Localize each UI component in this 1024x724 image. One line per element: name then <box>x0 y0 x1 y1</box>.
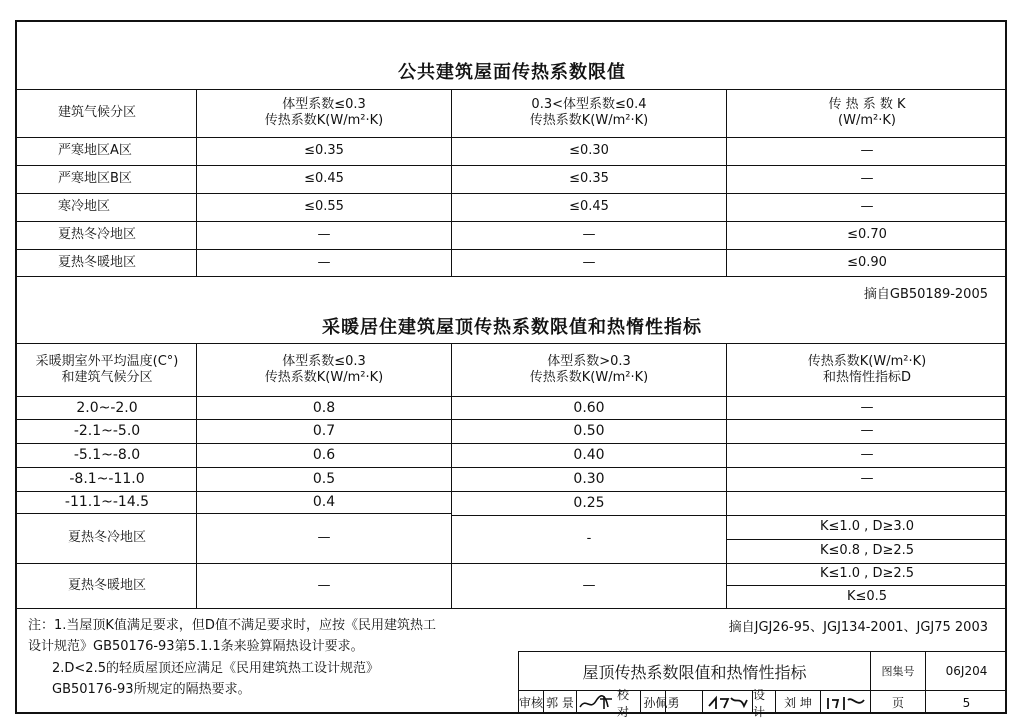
design-name: 刘 坤 <box>784 696 812 710</box>
table-cell: 夏热冬冷地区 <box>67 530 146 545</box>
table2-header-col2: 体型系数>0.3 传热系数K(W/m²·K) <box>529 353 649 385</box>
design-signature <box>821 691 870 714</box>
table-cell: ≤0.45 <box>304 171 344 186</box>
table-cell: 0.5 <box>312 471 336 487</box>
table-cell: ≤0.30 <box>569 143 609 158</box>
table-cell: -2.1~-5.0 <box>73 423 141 439</box>
table-cell: K≤1.0 , D≥2.5 <box>819 566 915 581</box>
check-name: 孙佩勇 <box>643 696 680 710</box>
table-cell: 夏热冬暖地区 <box>67 577 146 593</box>
table-cell: -8.1~-11.0 <box>69 471 145 487</box>
table-cell: 0.6 <box>312 447 336 463</box>
table1-header-col2: 0.3<体型系数≤0.4 传热系数K(W/m²·K) <box>529 97 649 128</box>
table-cell: ≤0.45 <box>569 199 609 214</box>
design-label: 设计 <box>753 687 766 719</box>
table-cell: — <box>582 254 596 270</box>
table-cell: — <box>582 227 596 242</box>
table1-header-col1: 体型系数≤0.3 传热系数K(W/m²·K) <box>264 97 384 128</box>
table-cell: — <box>860 447 874 462</box>
table-cell: — <box>860 423 874 438</box>
table-cell: -5.1~-8.0 <box>73 447 141 463</box>
table-cell: K≤1.0 , D≥3.0 <box>819 519 915 534</box>
table1-source: 摘自GB50189-2005 <box>863 287 988 302</box>
table1-header-col3: 传 热 系 数 K (W/m²·K) <box>828 97 906 128</box>
page-number: 5 <box>962 695 971 710</box>
note-2 <box>52 658 522 700</box>
title-block-atlas-number: 06J204 <box>945 664 988 678</box>
table-cell: - <box>586 531 592 546</box>
table-cell: ≤0.55 <box>304 199 344 214</box>
table2-source: 摘自JGJ26-95、JGJ134-2001、JGJ75 2003 <box>728 620 988 635</box>
table-cell: — <box>860 471 874 486</box>
table2-header-col3: 传热系数K(W/m²·K) 和热惰性指标D <box>807 353 927 385</box>
table-cell: K≤0.8 , D≥2.5 <box>819 543 915 558</box>
table-cell <box>727 491 1007 515</box>
table-cell: ≤0.70 <box>847 227 887 242</box>
table-cell: 夏热冬暖地区 <box>58 254 137 270</box>
table2-header-zone: 采暖期室外平均温度(C°) 和建筑气候分区 <box>35 353 179 385</box>
review-label: 审核 <box>519 696 544 710</box>
check-signature <box>703 691 752 714</box>
table-cell: 严寒地区A区 <box>58 143 132 158</box>
table-cell: K≤0.5 <box>846 588 888 604</box>
table-cell: — <box>582 577 596 593</box>
review-name: 郭 景 <box>546 696 574 710</box>
table-cell: — <box>860 171 874 186</box>
table-cell: ≤0.35 <box>569 171 609 186</box>
table2-header-col1: 体型系数≤0.3 传热系数K(W/m²·K) <box>264 353 384 385</box>
table-cell: 0.60 <box>573 399 605 416</box>
table-cell: — <box>317 577 331 593</box>
title-block-atlas-label: 图集号 <box>881 665 915 678</box>
table-cell: 0.25 <box>573 495 605 511</box>
signature-mark <box>706 694 750 712</box>
table-cell: 0.50 <box>573 423 605 439</box>
table-cell: — <box>860 399 874 415</box>
table-cell: -11.1~-14.5 <box>64 494 150 510</box>
table-cell: 0.4 <box>312 494 336 510</box>
table-cell: — <box>860 143 874 158</box>
table2-title: 采暖居住建筑屋顶传热系数限值和热惰性指标 <box>322 317 702 338</box>
table-cell: — <box>317 530 331 545</box>
table1-header-zone: 建筑气候分区 <box>58 105 137 120</box>
table-cell: 严寒地区B区 <box>58 171 132 186</box>
table-cell: — <box>317 254 331 270</box>
table-cell: 2.0~-2.0 <box>76 399 138 416</box>
signature-mark <box>578 693 616 713</box>
table-cell: 夏热冬冷地区 <box>58 227 137 242</box>
table-cell: — <box>317 227 331 242</box>
check-label: 校对 <box>617 687 630 719</box>
table-cell: — <box>860 199 874 214</box>
table-cell: 寒冷地区 <box>58 199 111 214</box>
review-signature <box>577 691 617 714</box>
note-1-text: 注：1.当屋顶K值满足要求，但D值不满足要求时，应按《民用建筑热工 设计规范》GB50176-93第5.1.1条来验算隔热设计要求。 <box>28 618 436 654</box>
table-cell: 0.7 <box>312 423 336 439</box>
note-2-text: 2.D<2.5的轻质屋顶还应满足《民用建筑热工设计规范》 GB50176-93所规定的隔热要求。 <box>52 661 379 697</box>
table-cell: ≤0.35 <box>304 143 344 158</box>
table-cell: 0.40 <box>573 447 605 463</box>
note-1 <box>28 615 518 657</box>
table-cell: 0.30 <box>573 471 605 487</box>
page-label: 页 <box>891 696 904 710</box>
table-cell: 0.8 <box>312 399 336 416</box>
table-cell: ≤0.90 <box>847 254 887 270</box>
table1-title: 公共建筑屋面传热系数限值 <box>398 62 626 83</box>
title-block-name: 屋顶传热系数限值和热惰性指标 <box>582 662 807 682</box>
signature-mark <box>824 694 868 712</box>
